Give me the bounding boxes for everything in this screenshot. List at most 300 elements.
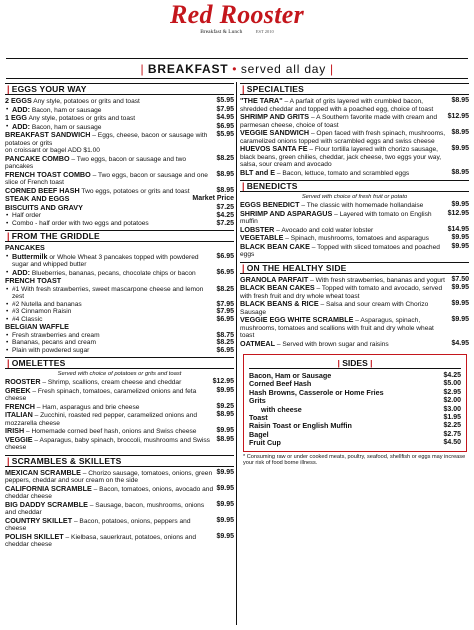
menu-item-line [240,284,469,300]
menu-item-price: $9.95 [451,242,469,250]
side-item-price: $5.00 [443,380,461,388]
menu-item-name: ADD: [12,267,30,277]
menu-item-desc: – Avocado and cold water lobster [276,226,374,234]
menu-item-desc: #3 Cinnamon Raisin [12,308,72,315]
menu-item-line [12,253,234,269]
menu-item-name: BELGIAN WAFFLE [5,322,69,331]
divider [6,58,468,59]
section-title: EGGS YOUR WAY [11,84,87,94]
sides-heading: | SIDES | [249,358,461,369]
menu-item-text [12,301,82,309]
menu-item [5,347,234,355]
menu-item-name: BISCUITS AND GRAVY [5,202,83,212]
menu-item-line [240,300,469,316]
menu-item-name: VEGGIE EGG WHITE SCRAMBLE [240,315,354,324]
menu-item-line [5,501,234,517]
side-item-name: with cheese [261,404,302,414]
menu-item-text [240,300,448,316]
side-item-name: Fruit Cup [249,438,281,448]
menu-item-name: OATMEAL [240,338,275,348]
right-column [240,82,469,466]
menu-item-text [240,169,409,178]
menu-item-line [240,340,469,349]
menu-title: | BREAKFAST • served all day | [140,62,334,76]
menu-item-line [12,347,234,355]
menu-item-line [240,210,469,226]
menu-item-desc: Bacon, ham or sausage [31,123,102,131]
menu-item [5,403,234,412]
menu-item-text [12,308,71,316]
menu-item-desc: Any style, potatoes or grits and toast [28,115,136,122]
section-heading [5,357,234,369]
menu-item-line [240,169,469,178]
menu-item-line [5,403,234,412]
menu-item-text [12,220,149,228]
menu-item-price: $7.50 [451,275,469,283]
menu-item-price: $5.95 [216,97,234,104]
side-item-name: Grits [249,396,266,406]
menu-item-line [240,113,469,129]
menu-item-desc: #2 Nutella and bananas [12,300,82,308]
served-all-day: served all day [240,62,327,76]
menu-item-name: BLACK BEANS & RICE [240,299,319,308]
menu-item-price: $9.95 [451,201,469,208]
menu-item-price: $14.95 [447,225,469,233]
heading-bar: | [242,181,245,191]
side-item [249,439,461,447]
menu-item-line [5,378,234,387]
menu-item-desc: Combo - half order with two eggs and potatoes [12,219,149,227]
menu-item-name: VEGETABLE [240,233,284,242]
menu-item [5,339,234,347]
menu-item-desc: – Topped with tomato and avocado, served with fresh fruit and dry whole wheat toast [240,285,443,300]
menu-item-name: ADD: [12,121,30,131]
menu-item-price: $8.95 [451,129,469,136]
menu-item [5,517,234,533]
menu-item-name: MEXICAN SCRAMBLE [5,467,81,477]
menu-item-text [5,427,196,436]
menu-item-line [5,323,234,332]
column-divider [236,82,237,625]
menu-item-price: $8.25 [216,285,234,293]
menu-item-desc: – Homemade corned beef hash, onions and Swiss cheese [26,428,197,435]
menu-item [5,253,234,269]
menu-item-desc: – Salsa and sour cream with Chorizo Sausage [240,301,429,316]
section-note: Served with choice of fresh fruit or potato [301,194,408,200]
menu-item-name: BREAKFAST SANDWICH [5,130,91,139]
menu-item-price: $9.95 [216,484,234,492]
side-item [249,422,461,430]
menu-item-price: $9.95 [216,532,234,540]
menu-item [5,277,234,286]
menu-item-desc: – Bacon, potatoes, onions, peppers and cheese [5,517,191,532]
menu-item-line [5,436,234,452]
menu-item-price: $9.95 [216,427,234,434]
menu-item-name: FRENCH TOAST COMBO [5,169,91,179]
menu-item-price: $7.95 [216,308,234,315]
menu-item-text [240,316,448,340]
side-item-line [249,389,461,397]
menu-item-name: HUEVOS SANTA FE [240,144,308,153]
menu-item-price: $8.95 [216,170,234,178]
menu-item-price: $8.95 [451,168,469,176]
menu-item-line [12,301,234,309]
section-heading [5,455,234,467]
side-item-price: $2.25 [443,422,461,430]
menu-item-price: $12.95 [212,378,234,385]
menu-item-desc: Two eggs, potatoes or grits and toast [81,187,190,195]
side-item [249,389,461,397]
menu-item-desc: – Layered with tomato on English muffin [240,210,432,225]
menu-item [5,411,234,427]
menu-item-name: GRANOLA PARFAIT [240,274,309,284]
menu-item-text [5,155,213,171]
menu-item-desc: Any style, potatoes or grits and toast [33,98,140,105]
menu-item [240,129,469,145]
menu-item-text [5,501,213,517]
menu-item-name: BLACK BEAN CAKE [240,241,310,251]
breakfast-heading: BREAKFAST [147,62,229,76]
side-item-name: Bacon, Ham or Sausage [249,371,332,380]
menu-item-name: CORNED BEEF HASH [5,185,80,195]
menu-item [5,485,234,501]
menu-item-desc: Fresh strawberries and cream [12,331,100,339]
menu-item-name: "THE TARA" [240,96,283,105]
menu-item-price: $8.95 [216,435,234,443]
menu-item-line [5,411,234,427]
side-item-name: Toast [249,413,268,423]
side-item-name: Bagel [249,429,269,439]
menu-item-price: $6.95 [216,346,234,354]
menu-item-desc: – Asparagus, spinach, mushrooms, tomatoes and scallions with fruit and dry whole wheat toast [240,317,434,339]
menu-item-price: $8.95 [216,186,234,194]
side-item-name: Raisin Toast or English Muffin [249,421,352,431]
menu-item-price: $5.95 [216,131,234,138]
menu-item [5,501,234,517]
menu-item-name: COUNTRY SKILLET [5,515,73,525]
menu-item-name: 2 EGGS [5,96,32,105]
menu-item-price: $8.25 [216,154,234,162]
menu-item-line [12,332,234,340]
menu-item-text [240,129,448,145]
menu-item-desc: or Whole Wheat 3 pancakes topped with powdered sugar and whipped butter [12,253,199,268]
menu-item-desc: – A Southern favorite made with cream and parmesan cheese, choice of toast [240,114,438,129]
side-item-price: $3.00 [443,405,461,413]
menu-item-desc: – The classic with homemade hollandaise [301,202,424,209]
menu-item [240,113,469,129]
section-title: FROM THE GRIDDLE [11,231,100,241]
menu-item-line [12,220,234,228]
menu-item-text [5,411,213,427]
menu-item-name: SHRIMP AND ASPARAGUS [240,208,333,218]
menu-item-price: $4.25 [216,212,234,219]
menu-item-price: $12.95 [447,209,469,217]
menu-item-line [5,277,234,286]
menu-item-price: $6.95 [216,252,234,260]
section-note: Served with choice of potatoes or grits and toast [57,371,182,377]
menu-item-text [240,210,445,226]
heading-bar: | [7,358,10,368]
menu-item-price: $4.95 [451,339,469,347]
menu-item-desc: #4 Classic [12,315,43,323]
menu-item-line [5,469,234,485]
menu-item-price: $8.75 [216,331,234,339]
menu-item-line [12,212,234,220]
menu-item [5,436,234,452]
menu-item-text [5,378,181,387]
menu-item-price: $9.95 [216,516,234,524]
brand-logo [0,2,474,36]
heading-bar: | [7,231,10,241]
menu-item-text [5,204,83,213]
menu-item-text [12,347,89,355]
menu-item [5,97,234,106]
menu-item-text [240,113,445,129]
menu-item-name: GREEK [5,385,31,395]
menu-item-name: FRENCH TOAST [5,276,62,285]
menu-item [5,131,234,147]
menu-item-name: SHRIMP AND GRITS [240,112,310,121]
menu-item-name: BLT and E [240,167,276,177]
side-item-price: $4.50 [443,439,461,447]
menu-item-text [12,212,41,220]
left-column [5,82,234,551]
menu-item-line [5,533,234,549]
side-item-line [249,422,461,430]
side-item-price: $2.00 [443,397,461,405]
menu-item-name: LOBSTER [240,224,275,234]
menu-item-price: $9.95 [451,284,469,291]
menu-item-price: $8.95 [216,411,234,418]
menu-item-name: IRISH [5,426,25,435]
heading-bar: | [242,84,245,94]
menu-item-text [12,286,213,301]
menu-item-price: $9.95 [216,500,234,508]
menu-item-name: BLACK BEAN CAKES [240,283,315,292]
menu-item-line [12,106,234,115]
menu-item-name: CALIFORNIA SCRAMBLE [5,483,92,493]
menu-item-desc: #1 With fresh strawberries, sweet mascarpone cheese and lemon zest [12,285,204,300]
menu-item [5,212,234,220]
menu-item-text [240,284,448,300]
menu-item-desc: – A parfait of grits layered with crumbled bacon, shredded cheddar and topped with a poached egg, choice of toast [240,98,434,113]
menu-item [5,286,234,301]
menu-item-line [12,339,234,347]
side-item-name: Hash Browns, Casserole or Home Fries [249,387,384,397]
menu-item [240,210,469,226]
section-heading [240,180,469,192]
menu-item-desc: Plain with powdered sugar [12,346,90,354]
menu-item [5,332,234,340]
menu-item-name: PANCAKE COMBO [5,153,70,163]
menu-item-desc: Blueberries, bananas, pecans, chocolate chips or bacon [31,269,196,277]
menu-item-price: $9.25 [216,402,234,410]
menu-item-desc: – Two eggs, bacon or sausage and one slice of French toast [5,171,208,186]
menu-item-name: BIG DADDY SCRAMBLE [5,499,88,509]
side-item-price: $1.95 [443,414,461,422]
menu-item-price: $6.95 [216,268,234,276]
section-title: SCRAMBLES & SKILLETS [11,455,122,466]
menu-item [5,155,234,171]
heading-bar: | [7,455,10,466]
heading-bar: | [7,84,10,94]
menu-item-line [5,97,234,106]
menu-item [5,171,234,187]
side-item-price: $2.95 [443,388,461,396]
menu-item-price: $8.25 [216,339,234,346]
menu-item-desc: – Shrimp, scallions, cream cheese and cheddar [42,379,182,386]
menu-item-price: $12.95 [447,113,469,120]
menu-item-desc: Half order [12,212,41,219]
menu-item [240,316,469,340]
heading-bar: | [242,262,245,273]
menu-item [240,169,469,178]
menu-item [5,387,234,403]
menu-item-desc: – Flour tortilla layered with chorizo sausage, black beans, green chilies, cheddar, jack cheese, two eggs your way, salsa, sour cream and avocado [240,146,442,168]
menu-item-line [240,145,469,169]
menu-item-line [240,243,469,259]
menu-item-price: $7.25 [216,219,234,227]
menu-item [5,106,234,115]
menu-item [5,427,234,436]
menu-item-desc: – Two eggs, bacon or sausage and two pancakes [5,155,187,170]
menu-item [240,145,469,169]
menu-item-name: POLISH SKILLET [5,531,64,541]
menu-item-text [5,171,213,187]
menu-item-line [5,131,234,147]
menu-item-price: $9.95 [451,300,469,307]
menu-item-text [5,277,61,286]
section-heading [5,230,234,242]
menu-item-desc: – Bacon, tomatoes, onions, avocado and cheddar cheese [5,485,214,500]
menu-item-name: VEGGIE [5,434,33,444]
menu-item [5,469,234,485]
menu-item-desc: – Asparagus, baby spinach, broccoli, mushrooms and Swiss cheese [5,436,210,451]
side-item [249,406,461,414]
menu-item-desc: Bacon, ham or sausage [31,106,102,114]
menu-item [5,308,234,316]
footnote: * Consuming raw or under cooked meats, poultry, seafood, shellfish or eggs may increase your risk of food borne illness. [243,453,466,467]
menu-item-price: $9.95 [451,234,469,241]
menu-item-text [12,339,96,347]
menu-item-desc: – Sausage, bacon, mushrooms, onions and cheddar [5,501,205,516]
menu-item [5,114,234,123]
menu-item-line [5,387,234,403]
menu-item-price: $8.95 [451,97,469,104]
menu-item-price: $6.95 [216,315,234,323]
menu-item-text [240,97,448,113]
section-heading [240,83,469,95]
menu-item [5,323,234,332]
menu-item-desc: – Bacon, lettuce, tomato and scrambled eggs [276,169,410,177]
menu-item-text [5,323,69,332]
menu-item-text [240,243,448,259]
section-heading [240,262,469,274]
sides-box [243,354,467,452]
menu-item [5,533,234,549]
menu-item-text [5,485,213,501]
menu-item-text [5,387,213,403]
menu-item-desc: Bananas, pecans and cream [12,339,96,346]
menu-item-desc: – Eggs, cheese, bacon or sausage with potatoes or grits [5,132,208,147]
side-item-line [249,439,461,447]
menu-item [240,97,469,113]
section-title: ON THE HEALTHY SIDE [246,262,347,273]
side-item-line [249,406,461,414]
menu-item-desc: – Kielbasa, sauerkraut, potatoes, onions and cheddar cheese [5,533,197,548]
menu-item [5,204,234,213]
menu-item-desc: – Topped with sliced tomatoes and poached eggs [240,243,440,258]
menu-item-desc: – Zucchini, roasted red pepper, caramelized onions and mozzarella cheese [5,412,198,427]
menu-item [240,340,469,349]
menu-item-name: STEAK AND EGGS [5,194,70,203]
menu-item-name: 1 EGG [5,113,27,122]
brand-est: EST 2010 [255,29,274,34]
menu-item-text [5,533,213,549]
menu-item-price: $9.95 [216,386,234,394]
menu-item-desc: – Open faced with fresh spinach, mushrooms, caramelized onions topped with scrambled eggs and swiss cheese [240,130,446,145]
section-title: OMELETTES [11,358,66,368]
menu-item-text [240,340,389,349]
menu-item [5,378,234,387]
menu-item-price: $7.95 [216,300,234,308]
menu-item-name: ADD: [12,104,30,114]
menu-item-line [240,316,469,340]
menu-item-price: $9.95 [451,145,469,152]
menu-item-text [240,145,448,169]
section-title: SPECIALTIES [246,84,305,94]
menu-item [240,243,469,259]
menu-item-price: $7.25 [216,203,234,211]
menu-item-desc: – Served with brown sugar and raisins [276,340,389,348]
menu-item-desc: – Ham, asparagus and brie cheese [36,403,140,411]
section-heading [5,83,234,95]
menu-item-text [5,469,213,485]
menu-item-line [5,204,234,213]
menu-item-line [5,485,234,501]
menu-item [240,300,469,316]
menu-item-line [5,517,234,533]
menu-item-name: EGGS BENEDICT [240,200,300,209]
menu-item-line [12,286,234,301]
menu-item-desc: – With fresh strawberries, bananas and yogurt [310,276,445,284]
menu-item-price: $4.95 [216,114,234,121]
menu-item-desc: – Chorizo sausage, tomatoes, onions, green peppers, cheddar and sour cream on the side [5,469,213,484]
menu-item-line [12,308,234,316]
menu-item-name: Buttermilk [12,251,48,261]
menu-item [240,284,469,300]
menu-item-price: $6.95 [216,122,234,130]
menu-item-text [5,517,213,533]
menu-item-line [5,171,234,187]
side-item-price: $4.25 [443,372,461,379]
menu-item-line [5,427,234,436]
menu-item-text [12,253,213,269]
menu-item-line [5,155,234,171]
menu-item-desc: – Fresh spinach, tomatoes, caramelized onions and feta cheese [5,387,197,402]
menu-item-text [12,332,100,340]
menu-item-price: $7.95 [216,105,234,113]
menu-item [5,301,234,309]
divider [6,78,468,79]
menu-item-desc: – Spinach, mushrooms, tomatoes and asparagus [285,235,429,242]
menu-item-name: ROOSTER [5,377,41,386]
menu-item-name: FRENCH [5,401,35,411]
menu-item-price: $9.95 [451,316,469,323]
menu-item-name: VEGGIE SANDWICH [240,128,310,137]
menu-item-line [5,114,234,123]
menu-item-price: $9.95 [216,468,234,476]
